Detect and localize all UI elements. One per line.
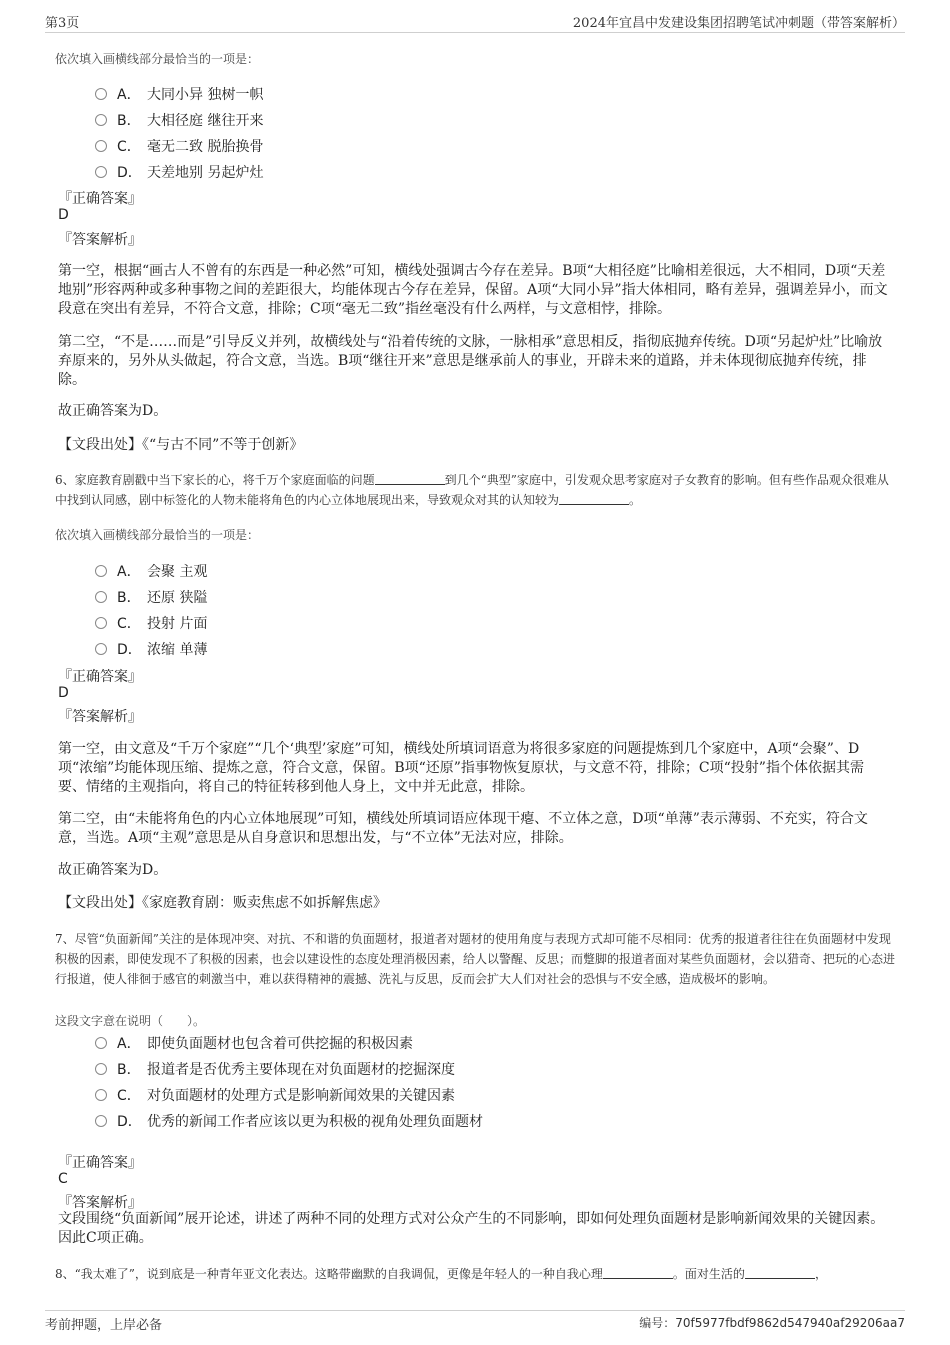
q5-analysis-label: 『答案解析』 xyxy=(58,232,142,248)
q6-analysis-para-2: 第二空，由“未能将角色的内心立体地展现”可知，横线处所填词语应体现干瘪、不立体之意，D项“单薄”表示薄弱、不充实，符合文意，当选。A项“主观”意思是从自身意识和思想出发，与“不立体”无法对应，排除。 xyxy=(58,811,868,846)
q5-option-c[interactable]: C． 毫无二致 脱胎换骨 xyxy=(95,136,263,156)
q5-analysis-para-2: 第二空，“不是……而是”引导反义并列，故横线处与“沿着传统的文脉，一脉相承”意思相反，指彻底抛弃传统。D项“另起炉灶”比喻放弃原来的，另外从头做起，符合文意，当选。B项“继往开来”意思是继承前人的事业，开辟未来的道路，并未体现彻底抛弃传统，排除。 xyxy=(58,334,883,388)
radio-icon[interactable] xyxy=(95,114,107,126)
page-number: 第3页 xyxy=(45,16,80,31)
blank-line xyxy=(603,1266,673,1279)
q6-option-d[interactable]: D． 浓缩 单薄 xyxy=(95,639,207,659)
q7-answer-label: 『正确答案』 xyxy=(58,1155,142,1171)
q7-option-a[interactable]: A． 即使负面题材也包含着可供挖掘的积极因素 xyxy=(95,1033,413,1053)
blank-line xyxy=(559,492,629,505)
blank-line xyxy=(745,1266,815,1279)
radio-icon[interactable] xyxy=(95,643,107,655)
q5-conclusion: 故正确答案为D。 xyxy=(58,403,168,419)
q7-answer: C xyxy=(58,1171,68,1187)
q7-analysis-label: 『答案解析』 xyxy=(58,1195,142,1211)
q6-analysis-para-1: 第一空，由文意及“千万个家庭”“几个‘典型’家庭”可知，横线处所填词语意为将很多家庭的问题提炼到几个家庭中，A项“会聚”、D项“浓缩”均能体现压缩、提炼之意，符合文意，保留。B项“还原”指事物恢复原状，与文意不符，排除；C项“投射”指个体依据其需要、情绪的主观指向，将自己的特征转移到他人身上，文中并无此意，排除。 xyxy=(58,741,864,795)
q6-prompt: 依次填入画横线部分最恰当的一项是： xyxy=(55,528,260,542)
radio-icon[interactable] xyxy=(95,1115,107,1127)
q7-prompt: 这段文字意在说明（ ）。 xyxy=(55,1014,206,1028)
radio-icon[interactable] xyxy=(95,88,107,100)
q6-option-b[interactable]: B． 还原 狭隘 xyxy=(95,587,207,607)
radio-icon[interactable] xyxy=(95,140,107,152)
radio-icon[interactable] xyxy=(95,1063,107,1075)
radio-icon[interactable] xyxy=(95,1089,107,1101)
radio-icon[interactable] xyxy=(95,1037,107,1049)
q5-prompt: 依次填入画横线部分最恰当的一项是： xyxy=(55,52,260,66)
q6-source: 【文段出处】《家庭教育剧：贩卖焦虑不如拆解焦虑》 xyxy=(58,895,387,911)
q6-conclusion: 故正确答案为D。 xyxy=(58,862,168,878)
q7-option-b[interactable]: B． 报道者是否优秀主要体现在对负面题材的挖掘深度 xyxy=(95,1059,455,1079)
q6-option-c[interactable]: C． 投射 片面 xyxy=(95,613,207,633)
document-code: 编号：70f5977fbdf9862d547940af29206aa7 xyxy=(639,1316,905,1330)
q5-option-a[interactable]: A． 大同小异 独树一帜 xyxy=(95,84,263,104)
radio-icon[interactable] xyxy=(95,565,107,577)
footer-slogan: 考前押题，上岸必备 xyxy=(45,1318,163,1333)
q5-source: 【文段出处】《“与古不同”不等于创新》 xyxy=(58,437,304,453)
q8-question: 8、“我太难了”，说到底是一种青年亚文化表达。这略带幽默的自我调侃，更像是年轻人的一种自我心理 。面对生活的 ， xyxy=(55,1267,827,1281)
document-title: 2024年宜昌中发建设集团招聘笔试冲刺题（带答案解析） xyxy=(572,16,905,31)
q7-option-c[interactable]: C． 对负面题材的处理方式是影响新闻效果的关键因素 xyxy=(95,1085,455,1105)
footer-divider xyxy=(45,1310,905,1311)
q7-analysis-para: 文段围绕“负面新闻”展开论述，讲述了两种不同的处理方式对公众产生的不同影响，即如何处理负面题材是影响新闻效果的关键因素。因此C项正确。 xyxy=(58,1211,885,1246)
q6-answer: D xyxy=(58,685,69,701)
radio-icon[interactable] xyxy=(95,617,107,629)
q5-analysis-para-1: 第一空，根据“画古人不曾有的东西是一种必然”可知，横线处强调古今存在差异。B项“大相径庭”比喻相差很远，大不相同，D项“天差地别”形容两种或多种事物之间的差距很大，均能体现古今存在差异，保留。A项“大同小异”指大体相同，略有差异，强调差异小，而文段意在突出有差异，不符合文意，排除；C项“毫无二致”指丝毫没有什么两样，与文意相悖，排除。 xyxy=(58,263,888,317)
q7-option-d[interactable]: D． 优秀的新闻工作者应该以更为积极的视角处理负面题材 xyxy=(95,1111,483,1131)
q5-answer-label: 『正确答案』 xyxy=(58,191,142,207)
q5-option-b[interactable]: B． 大相径庭 继往开来 xyxy=(95,110,263,130)
header-divider xyxy=(45,32,905,33)
q5-answer: D xyxy=(58,207,69,223)
radio-icon[interactable] xyxy=(95,166,107,178)
q6-option-a[interactable]: A． 会聚 主观 xyxy=(95,561,207,581)
q5-option-d[interactable]: D． 天差地别 另起炉灶 xyxy=(95,162,263,182)
page-header xyxy=(45,12,905,34)
q6-question: 6、家庭教育剧戳中当下家长的心，将千万个家庭面临的问题 到几个“典型”家庭中，引发观众思考家庭对子女教育的影响。但有些作品观众很难从中找到认同感，剧中标签化的人物未能将角色的内心立体地展现出来，导致观众对其的认知较为 。 xyxy=(55,473,889,507)
q7-question: 7、尽管“负面新闻”关注的是体现冲突、对抗、不和谐的负面题材，报道者对题材的使用角度与表现方式却可能不尽相同：优秀的报道者往往在负面题材中发现积极的因素，即使发现不了积极的因素，也会以建设性的态度处理消极因素，给人以警醒、反思；而蹩脚的报道者面对某些负面题材，会以猎奇、把玩的心态进行报道，使人徘徊于感官的刺激当中，难以获得精神的震撼、洗礼与反思，反而会扩大人们对社会的恐惧与不安全感，造成极坏的影响。 xyxy=(55,932,896,986)
q6-analysis-label: 『答案解析』 xyxy=(58,709,142,725)
q6-answer-label: 『正确答案』 xyxy=(58,669,142,685)
blank-line xyxy=(375,472,445,485)
radio-icon[interactable] xyxy=(95,591,107,603)
